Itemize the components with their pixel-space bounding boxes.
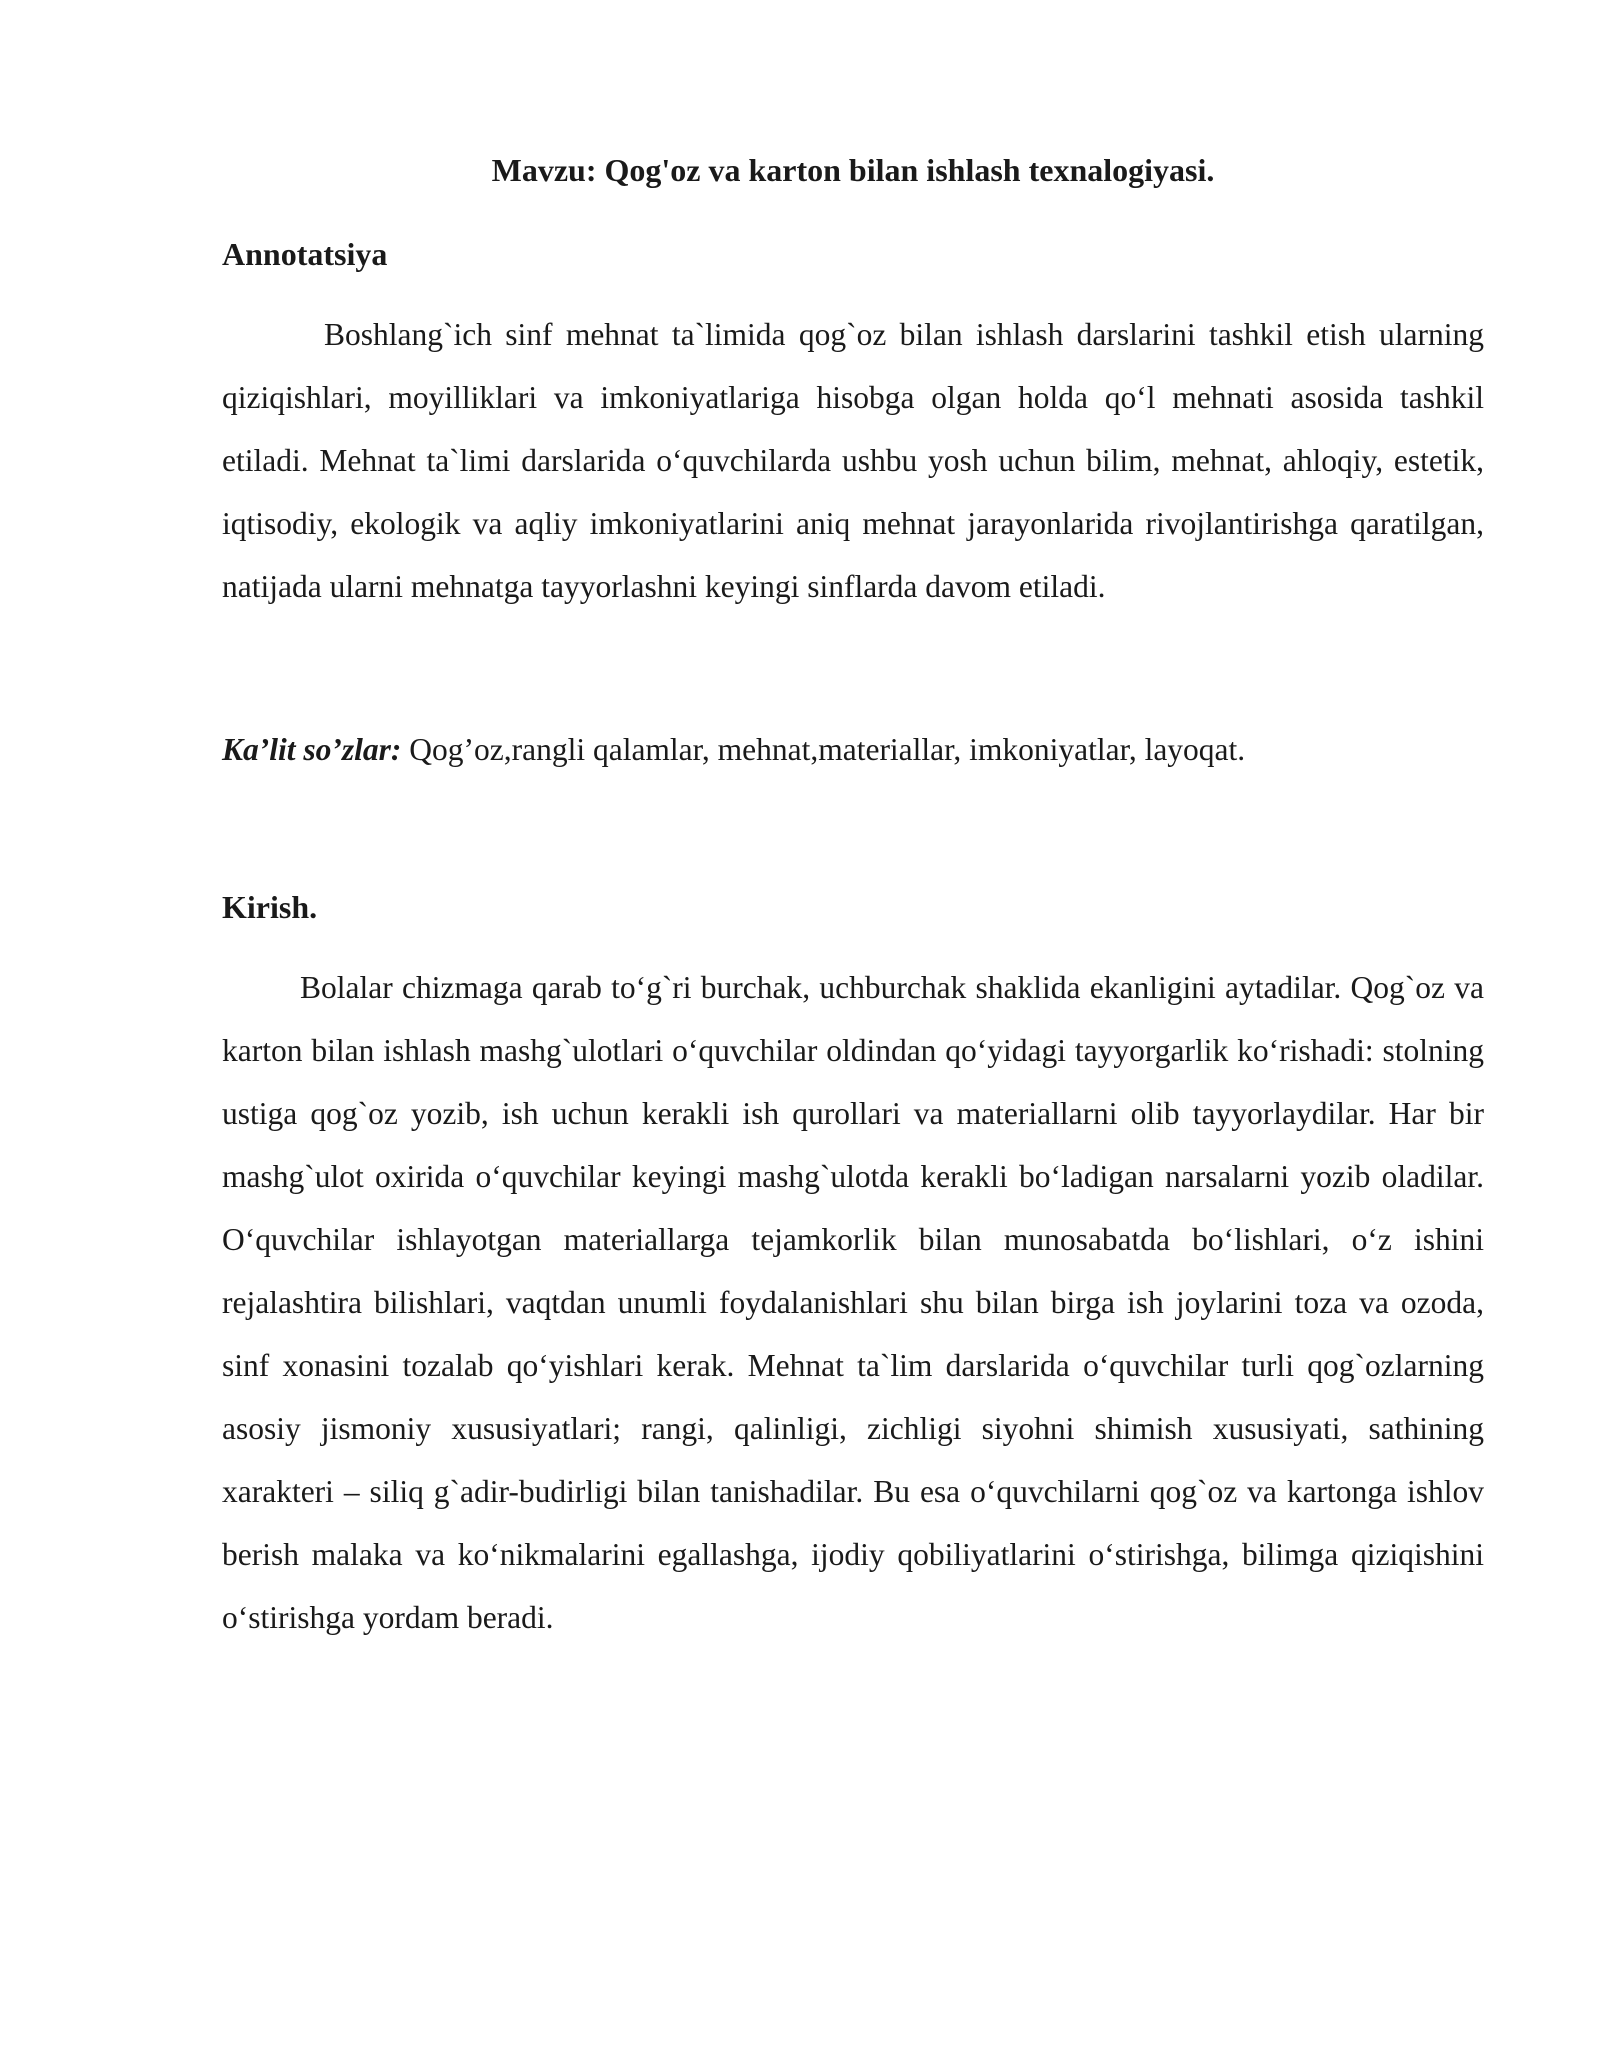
page-title: Mavzu: Qog'oz va karton bilan ishlash texnalogiyasi.	[491, 152, 1215, 188]
keywords-line	[222, 718, 1484, 781]
intro-heading: Kirish.	[222, 889, 318, 925]
annotation-paragraph: Boshlang`ich sinf mehnat ta`limida qog`oz bilan ishlash darslarini tashkil etish ularning qiziqishlari, moyilliklari va imkoniyatlariga hisobga olgan holda qo‘l mehnati asosida tashkil etiladi. Mehnat ta`limi darslarida o‘quvchilarda ushbu yosh uchun bilim, mehnat, ahloqiy, estetik, iqtisodiy, ekologik va aqliy imkoniyatlarini aniq mehnat jarayonlarida rivojlantirishga qaratilgan, natijada ularni mehnatga tayyorlashni keyingi sinflarda davom etiladi.	[222, 317, 1484, 604]
document-body	[222, 146, 1484, 1649]
annotation-heading: Annotatsiya	[222, 236, 388, 272]
keywords-label: Ka’lit so’zlar:	[222, 732, 402, 767]
intro-paragraph: Bolalar chizmaga qarab to‘g`ri burchak, uchburchak shaklida ekanligini aytadilar. Qog`oz va karton bilan ishlash mashg`ulotlari o‘quvchilar oldindan qo‘yidagi tayyorgarlik ko‘rishadi: stolning ustiga qog`oz yozib, ish uchun kerakli ish qurollari va materiallarni olib tayyorlaydilar. Har bir mashg`ulot oxirida o‘quvchilar keyingi mashg`ulotda kerakli bo‘ladigan narsalarni yozib oladilar. O‘quvchilar ishlayotgan materiallarga tejamkorlik bilan munosabatda bo‘lishlari, o‘z ishini rejalashtira bilishlari, vaqtdan unumli foydalanishlari shu bilan birga ish joylarini toza va ozoda, sinf xonasini tozalab qo‘yishlari kerak. Mehnat ta`lim darslarida o‘quvchilar turli qog`ozlarning asosiy jismoniy xususiyatlari; rangi, qalinligi, zichligi siyohni shimish xususiyati, sathining xarakteri – siliq g`adir-budirligi bilan tanishadilar. Bu esa o‘quvchilarni qog`oz va kartonga ishlov berish malaka va ko‘nikmalarini egallashga, ijodiy qobiliyatlarini o‘stirishga, bilimga qiziqishini o‘stirishga yordam beradi.	[222, 970, 1484, 1635]
keywords-text: Qog’oz,rangli qalamlar, mehnat,materiallar, imkoniyatlar, layoqat.	[401, 732, 1246, 767]
